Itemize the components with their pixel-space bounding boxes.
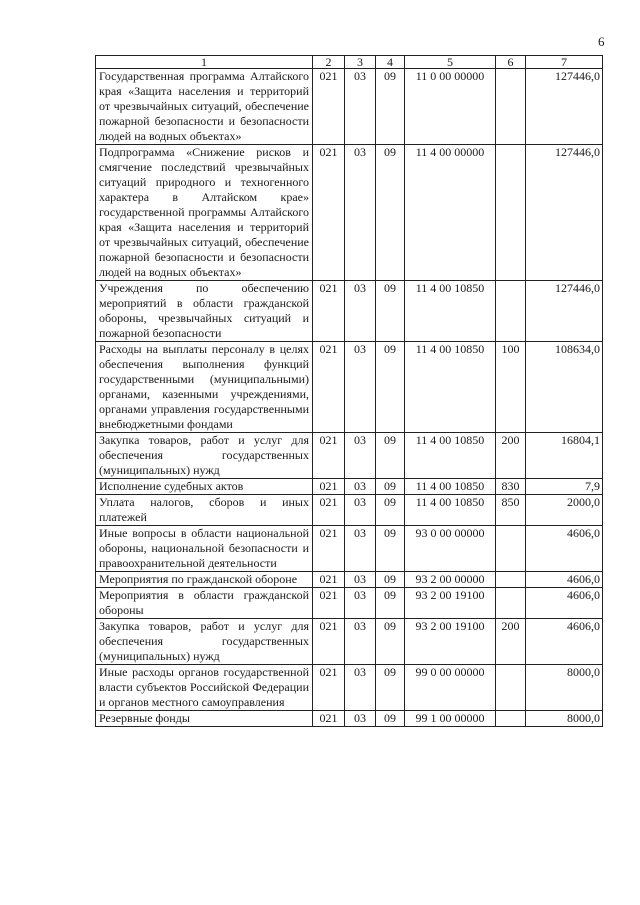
table-row [96, 588, 603, 619]
table-row [96, 69, 603, 145]
ministry-code-cell: 021 [313, 145, 345, 281]
section-code-cell: 03 [345, 495, 376, 526]
section-code-cell: 03 [345, 145, 376, 281]
section-code-cell: 03 [345, 619, 376, 665]
subsection-code-cell: 09 [376, 342, 405, 433]
subsection-code-cell: 09 [376, 711, 405, 727]
amount-cell: 4606,0 [526, 619, 603, 665]
table-row [96, 619, 603, 665]
section-code-cell: 03 [345, 281, 376, 342]
subsection-code-cell: 09 [376, 433, 405, 479]
table-row [96, 526, 603, 572]
ministry-code-cell: 021 [313, 572, 345, 588]
row-name-cell: Мероприятия по гражданской обороне [96, 572, 313, 588]
ministry-code-cell: 021 [313, 433, 345, 479]
subsection-code-cell: 09 [376, 479, 405, 495]
expense-type-cell: 200 [496, 619, 526, 665]
ministry-code-cell: 021 [313, 495, 345, 526]
amount-cell: 108634,0 [526, 342, 603, 433]
amount-cell: 127446,0 [526, 145, 603, 281]
target-article-cell: 11 4 00 00000 [405, 145, 496, 281]
page-number: 6 [598, 34, 605, 49]
subsection-code-cell: 09 [376, 281, 405, 342]
target-article-cell: 11 0 00 00000 [405, 69, 496, 145]
table-row [96, 145, 603, 281]
amount-cell: 16804,1 [526, 433, 603, 479]
ministry-code-cell: 021 [313, 619, 345, 665]
table-row [96, 433, 603, 479]
header-cell: 1 [96, 56, 313, 69]
subsection-code-cell: 09 [376, 619, 405, 665]
amount-cell: 8000,0 [526, 711, 603, 727]
expense-type-cell [496, 588, 526, 619]
header-cell: 2 [313, 56, 345, 69]
row-name-cell: Резервные фонды [96, 711, 313, 727]
subsection-code-cell: 09 [376, 495, 405, 526]
section-code-cell: 03 [345, 69, 376, 145]
ministry-code-cell: 021 [313, 588, 345, 619]
ministry-code-cell: 021 [313, 69, 345, 145]
target-article-cell: 93 2 00 19100 [405, 588, 496, 619]
ministry-code-cell: 021 [313, 342, 345, 433]
row-name-cell: Иные расходы органов государственной власти субъектов Российской Федерации и органов местного самоуправления [96, 665, 313, 711]
expense-type-cell: 850 [496, 495, 526, 526]
amount-cell: 2000,0 [526, 495, 603, 526]
amount-cell: 4606,0 [526, 526, 603, 572]
row-name-cell: Иные вопросы в области национальной обороны, национальной безопасности и правоохранительной деятельности [96, 526, 313, 572]
target-article-cell: 11 4 00 10850 [405, 479, 496, 495]
section-code-cell: 03 [345, 711, 376, 727]
subsection-code-cell: 09 [376, 145, 405, 281]
expense-type-cell: 830 [496, 479, 526, 495]
table-row [96, 342, 603, 433]
target-article-cell: 99 0 00 00000 [405, 665, 496, 711]
table-row [96, 281, 603, 342]
section-code-cell: 03 [345, 588, 376, 619]
section-code-cell: 03 [345, 572, 376, 588]
row-name-cell: Расходы на выплаты персоналу в целях обеспечения выполнения функций государственными (муниципальными) органами, казенными учреждениями, органами управления государственными внебюджетными фондами [96, 342, 313, 433]
ministry-code-cell: 021 [313, 711, 345, 727]
row-name-cell: Закупка товаров, работ и услуг для обеспечения государственных (муниципальных) нужд [96, 619, 313, 665]
target-article-cell: 11 4 00 10850 [405, 433, 496, 479]
expense-type-cell [496, 665, 526, 711]
row-name-cell: Учреждения по обеспечению мероприятий в области гражданской обороны, чрезвычайных ситуаций и пожарной безопасности [96, 281, 313, 342]
expense-type-cell [496, 145, 526, 281]
expense-type-cell: 100 [496, 342, 526, 433]
subsection-code-cell: 09 [376, 588, 405, 619]
header-cell: 5 [405, 56, 496, 69]
row-name-cell: Мероприятия в области гражданской обороны [96, 588, 313, 619]
expense-type-cell [496, 711, 526, 727]
expense-type-cell [496, 281, 526, 342]
row-name-cell: Подпрограмма «Снижение рисков и смягчение последствий чрезвычайных ситуаций природного и техногенного характера в Алтайском крае» государственной программы Алтайского края «Защита населения и территорий от чрезвычайных ситуаций, обеспечение пожарной безопасности и безопасности людей на водных объектах» [96, 145, 313, 281]
table-header-row [96, 56, 603, 69]
header-cell: 4 [376, 56, 405, 69]
ministry-code-cell: 021 [313, 281, 345, 342]
expense-type-cell [496, 572, 526, 588]
target-article-cell: 11 4 00 10850 [405, 281, 496, 342]
amount-cell: 4606,0 [526, 588, 603, 619]
target-article-cell: 11 4 00 10850 [405, 495, 496, 526]
amount-cell: 127446,0 [526, 281, 603, 342]
section-code-cell: 03 [345, 433, 376, 479]
table-row [96, 665, 603, 711]
target-article-cell: 99 1 00 00000 [405, 711, 496, 727]
budget-table [95, 55, 603, 727]
ministry-code-cell: 021 [313, 665, 345, 711]
target-article-cell: 93 2 00 19100 [405, 619, 496, 665]
row-name-cell: Исполнение судебных актов [96, 479, 313, 495]
table-row [96, 495, 603, 526]
amount-cell: 7,9 [526, 479, 603, 495]
expense-type-cell [496, 526, 526, 572]
table-row [96, 479, 603, 495]
expense-type-cell [496, 69, 526, 145]
subsection-code-cell: 09 [376, 526, 405, 572]
row-name-cell: Уплата налогов, сборов и иных платежей [96, 495, 313, 526]
table-row [96, 572, 603, 588]
header-cell: 3 [345, 56, 376, 69]
section-code-cell: 03 [345, 665, 376, 711]
header-cell: 6 [496, 56, 526, 69]
expense-type-cell: 200 [496, 433, 526, 479]
target-article-cell: 93 0 00 00000 [405, 526, 496, 572]
amount-cell: 8000,0 [526, 665, 603, 711]
target-article-cell: 11 4 00 10850 [405, 342, 496, 433]
row-name-cell: Закупка товаров, работ и услуг для обеспечения государственных (муниципальных) нужд [96, 433, 313, 479]
header-cell: 7 [526, 56, 603, 69]
amount-cell: 127446,0 [526, 69, 603, 145]
target-article-cell: 93 2 00 00000 [405, 572, 496, 588]
ministry-code-cell: 021 [313, 479, 345, 495]
section-code-cell: 03 [345, 479, 376, 495]
row-name-cell: Государственная программа Алтайского края «Защита населения и территорий от чрезвычайных ситуаций, обеспечение пожарной безопасности и безопасности людей на водных объектах» [96, 69, 313, 145]
amount-cell: 4606,0 [526, 572, 603, 588]
subsection-code-cell: 09 [376, 69, 405, 145]
subsection-code-cell: 09 [376, 665, 405, 711]
ministry-code-cell: 021 [313, 526, 345, 572]
table-row [96, 711, 603, 727]
subsection-code-cell: 09 [376, 572, 405, 588]
section-code-cell: 03 [345, 342, 376, 433]
section-code-cell: 03 [345, 526, 376, 572]
